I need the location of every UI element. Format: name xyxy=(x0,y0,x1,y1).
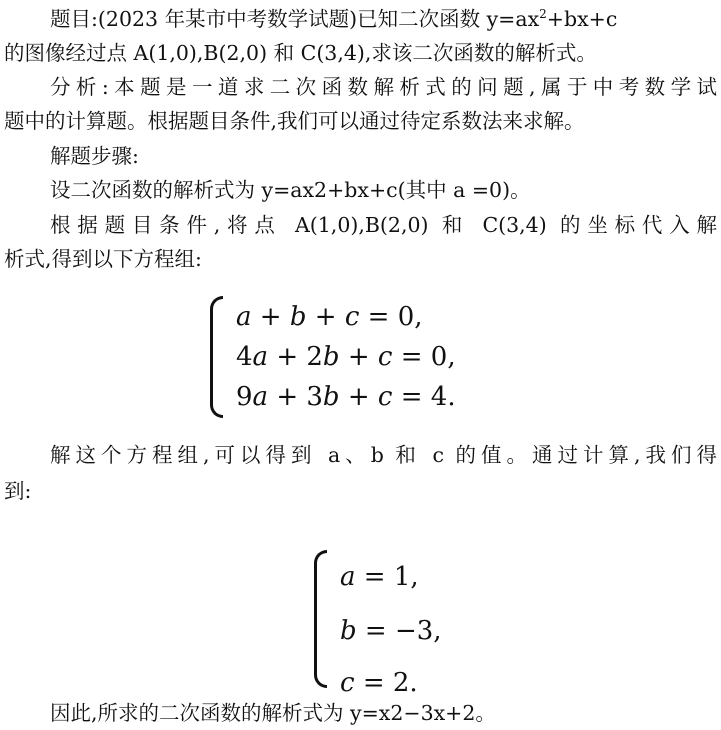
solution-b: b = −3, xyxy=(340,616,442,646)
equation-3: 9a + 3b + c = 4. xyxy=(236,382,456,412)
conclusion-line: 因此,所求的二次函数的解析式为 y=x2−3x+2。 xyxy=(50,701,496,725)
analysis-line-1: 分析:本题是一道求二次函数解析式的问题,属于中考数学试 xyxy=(50,75,717,99)
steps-heading: 解题步骤: xyxy=(50,144,139,168)
problem-text-pre: 题目:(2023 年某市中考数学试题)已知二次函数 y=ax xyxy=(50,7,540,31)
assume-form-line: 设二次函数的解析式为 y=ax2+bx+c(其中 a =0)。 xyxy=(50,178,531,202)
solution-a: a = 1, xyxy=(340,562,419,592)
substitute-line-2: 析式,得到以下方程组: xyxy=(4,247,202,271)
substitute-line-1: 根据题目条件,将点 A(1,0),B(2,0) 和 C(3,4) 的坐标代入解 xyxy=(50,213,717,237)
left-brace-1 xyxy=(210,296,223,418)
exponent-2: 2 xyxy=(539,7,547,21)
equation-system-2 xyxy=(310,532,480,702)
solution-c: c = 2. xyxy=(340,668,418,698)
analysis-line-2: 题中的计算题。根据题目条件,我们可以通过待定系数法来求解。 xyxy=(4,109,585,133)
problem-line-2: 的图像经过点 A(1,0),B(2,0) 和 C(3,4),求该二次函数的解析式。 xyxy=(4,41,597,65)
solve-line-1: 解这个方程组,可以得到 a、b 和 c 的值。通过计算,我们得 xyxy=(50,443,717,467)
problem-text-post: +bx+c xyxy=(546,7,618,31)
equation-system-1 xyxy=(210,288,470,428)
solve-line-2: 到: xyxy=(4,479,32,503)
equation-1: a + b + c = 0, xyxy=(236,302,423,332)
left-brace-2 xyxy=(314,550,327,688)
equation-2: 4a + 2b + c = 0, xyxy=(236,342,456,372)
problem-line-1 xyxy=(50,4,717,34)
